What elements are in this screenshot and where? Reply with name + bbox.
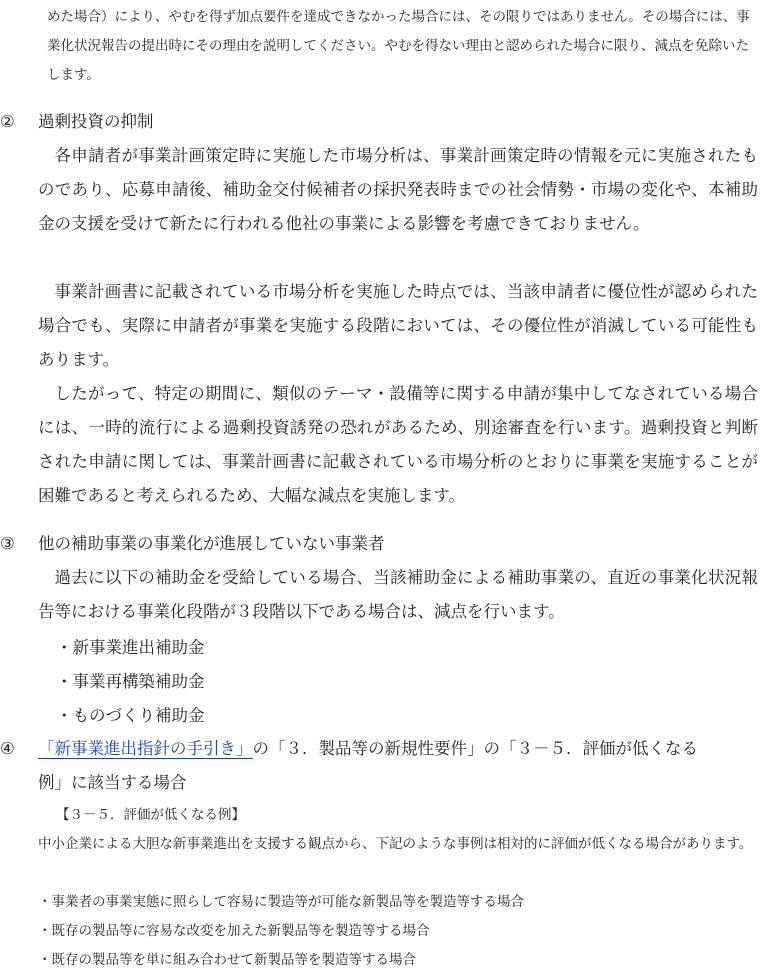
section-title: 他の補助事業の事業化が進展していない事業者 — [38, 534, 385, 553]
section-title — [38, 732, 698, 766]
section-title-rest: の「３．製品等の新規性要件」の「３－５．評価が低くなる — [252, 739, 698, 758]
list-item: ・事業者の事業実態に照らして容易に製造等が可能な新製品等を製造等する場合 — [38, 894, 524, 910]
paragraph: したがって、特定の期間に、類似のテーマ・設備等に関する申請が集中してなされている場合には、一時的流行による過剰投資誘発の恐れがあるため、別途審査を行います。過剰投資と判断された申請に関しては、事業計画書に記載されている市場分析のとおりに事業を実施することが困難であると考えられるため、大幅な減点を実施します。 — [38, 384, 758, 505]
list-item: ・ものづくり補助金 — [56, 706, 205, 725]
box-title: 【３－５．評価が低くなる例】 — [56, 807, 245, 823]
section-title: 過剰投資の抑制 — [38, 112, 154, 131]
paragraph: 各申請者が事業計画策定時に実施した市場分析は、事業計画策定時の情報を元に実施されたものであり、応募申請後、補助金交付候補者の採択発表時までの社会情勢・市場の変化や、本補助金の支援を受けて新たに行われる他社の事業による影響を考慮できておりません。 — [38, 146, 759, 233]
list-item: ・事業再構築補助金 — [56, 672, 205, 691]
intro-note: めた場合）により、やむを得ず加点要件を達成できなかった場合には、その限りではありません。その場合には、事業化状況報告の提出時にその理由を説明してください。やむを得ない理由と認められた場合に限り、減点を免除いたします。 — [47, 9, 750, 83]
section-number: ② — [0, 112, 15, 131]
section-number: ③ — [0, 534, 15, 553]
section-title-continued: 例」に該当する場合 — [38, 773, 187, 792]
list-item: ・既存の製品等に容易な改変を加えた新製品等を製造等する場合 — [38, 923, 430, 939]
section-number: ④ — [0, 739, 15, 758]
box-paragraph: 中小企業による大胆な新事業進出を支援する観点から、下記のような事例は相対的に評価が低くなる場合があります。 — [38, 836, 753, 852]
paragraph: 過去に以下の補助金を受給している場合、当該補助金による補助事業の、直近の事業化状況報告等における事業化段階が３段階以下である場合は、減点を行います。 — [38, 568, 758, 621]
guide-link[interactable]: 「新事業進出指針の手引き」 — [38, 739, 253, 758]
list-item: ・新事業進出補助金 — [56, 638, 205, 657]
paragraph: 事業計画書に記載されている市場分析を実施した時点では、当該申請者に優位性が認められた場合でも、実際に申請者が事業を実施する段階においては、その優位性が消滅している可能性もあります。 — [38, 282, 759, 369]
list-item: ・既存の製品等を単に組み合わせて新製品等を製造等する場合 — [38, 952, 416, 968]
